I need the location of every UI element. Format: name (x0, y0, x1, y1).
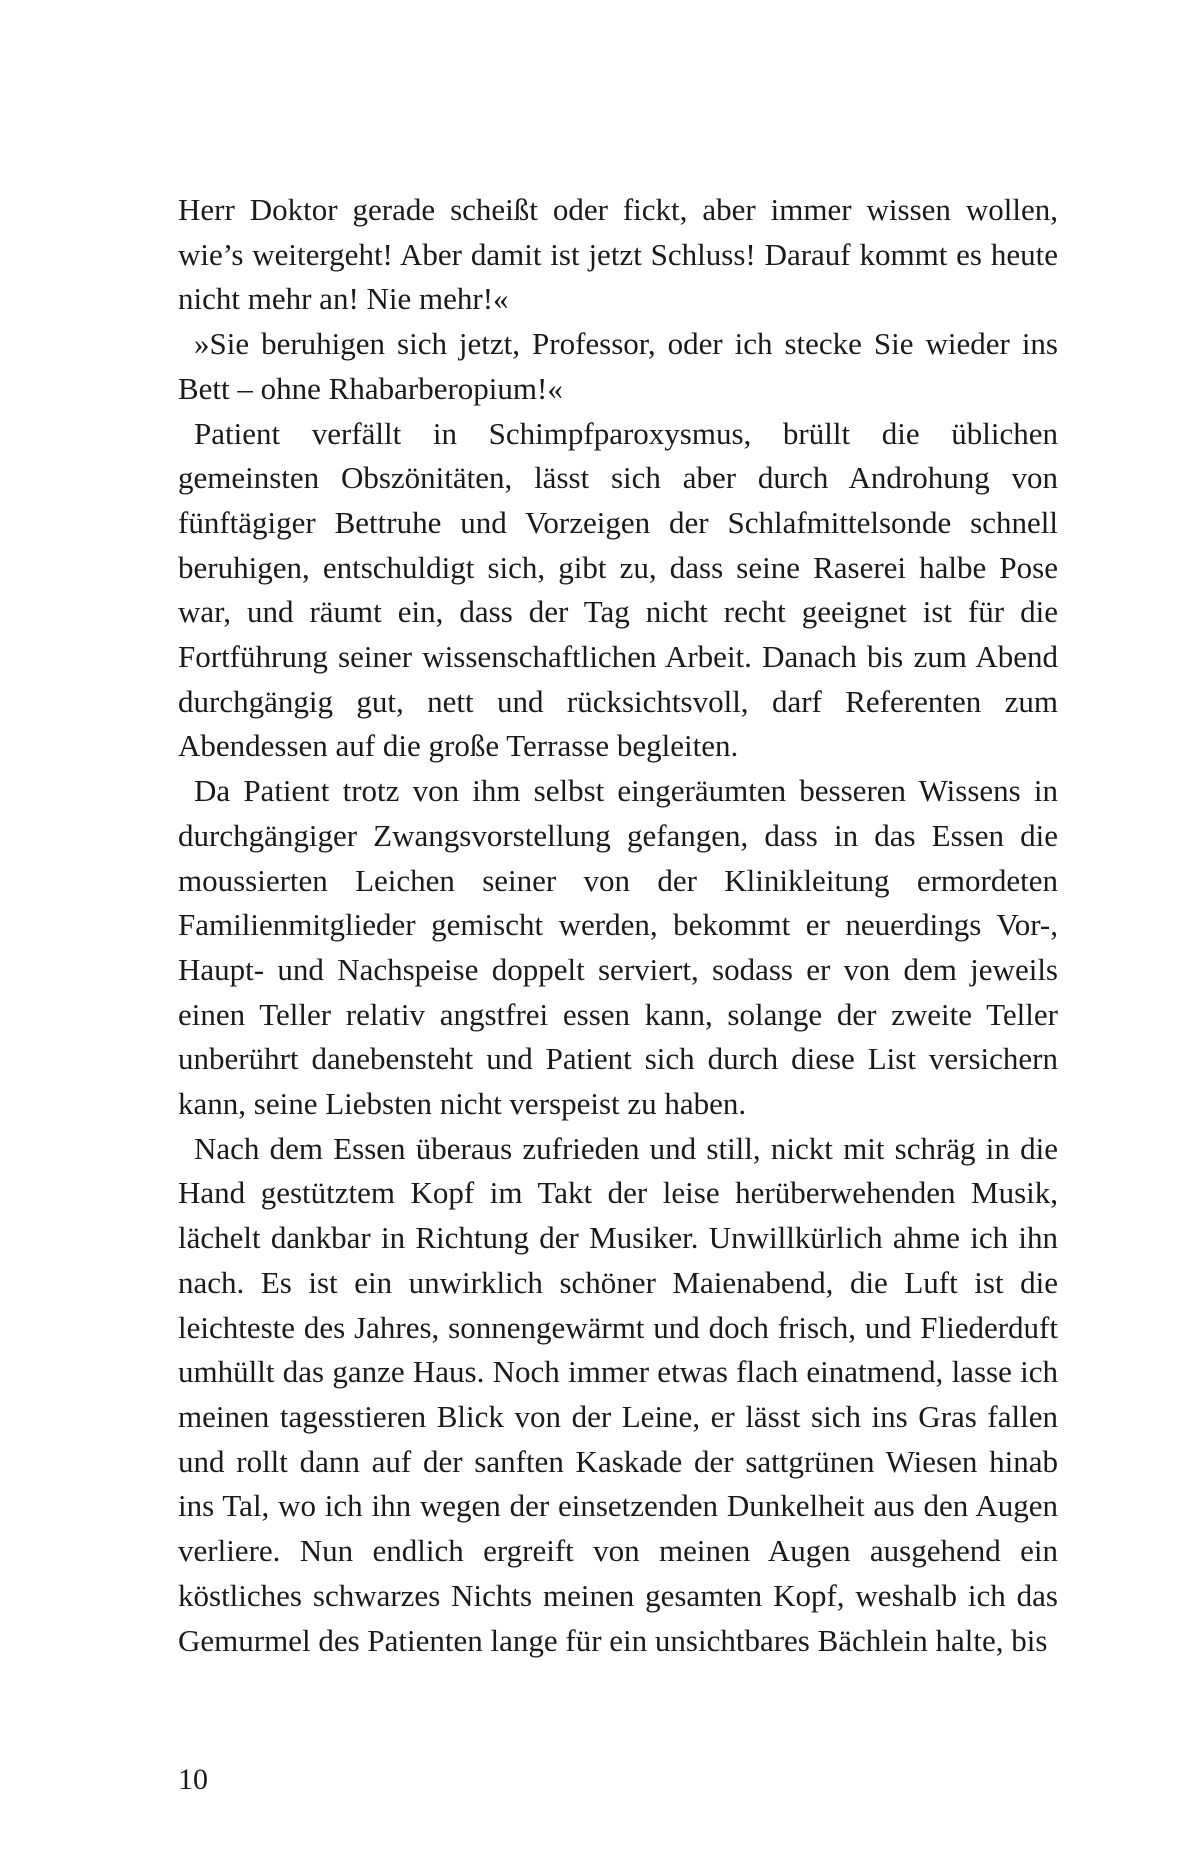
paragraph-3: Patient verfällt in Schimpfparoxysmus, brüllt die üblichen gemeinsten Obszönitäten, lässt sich aber durch Androhung von fünftägiger Bettruhe und Vorzeigen der Schlafmittelsonde schnell beruhigen, entschuldigt sich, gibt zu, dass seine Raserei halbe Pose war, und räumt ein, dass der Tag nicht recht geeignet ist für die Fortführung seiner wissenschaftlichen Arbeit. Danach bis zum Abend durchgängig gut, nett und rücksichtsvoll, darf Referenten zum Abendessen auf die große Terrasse begleiten. (178, 415, 1058, 764)
page-number: 10 (178, 1763, 208, 1796)
paragraph-1: Herr Doktor gerade scheißt oder fickt, aber immer wissen wollen, wie’s weitergeht! Aber damit ist jetzt Schluss! Darauf kommt es heute nicht mehr an! Nie mehr!« (178, 192, 1058, 317)
body-text (178, 188, 1058, 1663)
paragraph-2: »Sie beruhigen sich jetzt, Professor, oder ich stecke Sie wieder ins Bett – ohne Rhabarberopium!« (178, 326, 1058, 406)
paragraph-5: Nach dem Essen überaus zufrieden und still, nickt mit schräg in die Hand gestütztem Kopf im Takt der leise herüberwehenden Musik, lächelt dankbar in Richtung der Musiker. Unwillkürlich ahme ich ihn nach. Es ist ein unwirklich schöner Maienabend, die Luft ist die leichteste des Jahres, sonnengewärmt und doch frisch, und Fliederduft umhüllt das ganze Haus. Noch immer etwas flach einatmend, lasse ich meinen tagesstieren Blick von der Leine, er lässt sich ins Gras fallen und rollt dann auf der sanften Kaskade der sattgrünen Wiesen hinab ins Tal, wo ich ihn wegen der einsetzenden Dunkelheit aus den Augen verliere. Nun endlich ergreift von meinen Augen ausgehend ein köstliches schwarzes Nichts meinen gesamten Kopf, weshalb ich das Gemurmel des Patienten lange für ein unsichtbares Bächlein halte, bis (178, 1130, 1058, 1658)
paragraph-4: Da Patient trotz von ihm selbst eingeräumten besseren Wissens in durchgängiger Zwangsvorstellung gefangen, dass in das Essen die moussierten Leichen seiner von der Klinikleitung ermordeten Familienmitglieder gemischt werden, bekommt er neuerdings Vor-, Haupt- und Nachspeise doppelt serviert, sodass er von dem jeweils einen Teller relativ angstfrei essen kann, solange der zweite Teller unberührt danebensteht und Patient sich durch diese List versichern kann, seine Liebsten nicht verspeist zu haben. (178, 773, 1058, 1122)
